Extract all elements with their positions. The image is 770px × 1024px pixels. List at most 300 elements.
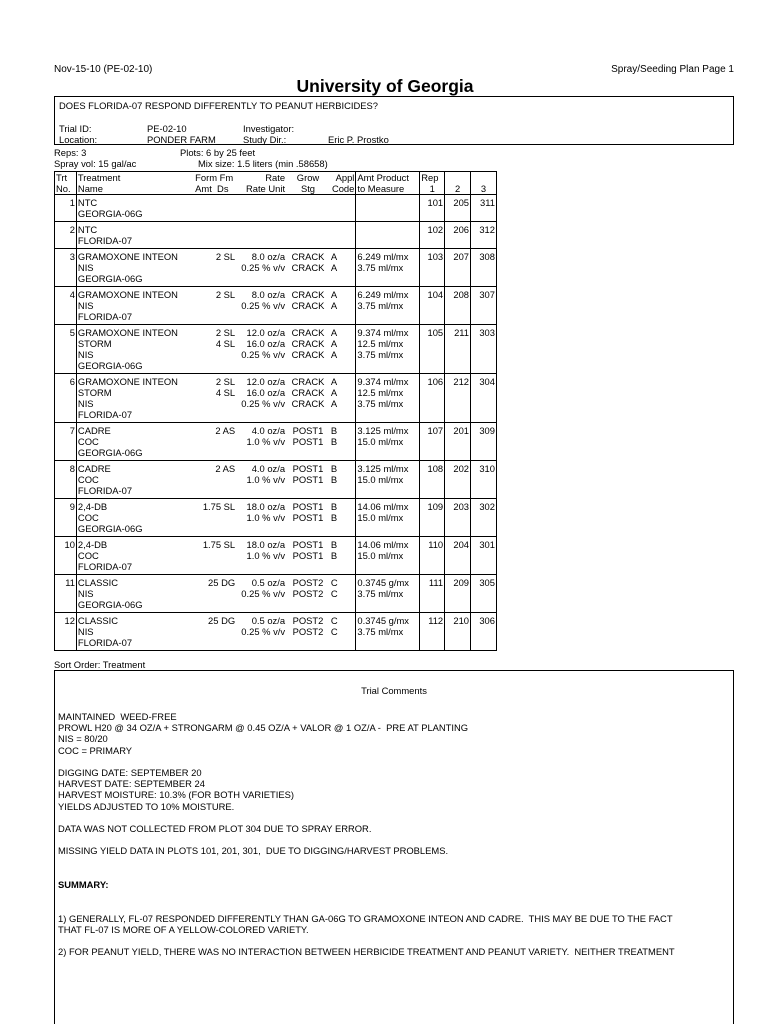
application-code-line: A	[330, 262, 338, 273]
treatment-names-line: FLORIDA-07	[77, 485, 133, 496]
comment-line: 2) FOR PEANUT YIELD, THERE WAS NO INTERACTION BETWEEN HERBICIDE TREATMENT AND PEANUT VARIETY. NEITHER TREATMENT	[58, 946, 675, 958]
amount-product	[356, 287, 420, 325]
treatment-names	[76, 575, 194, 613]
rate-line: 0.5 oz/a	[251, 577, 286, 588]
table-row	[55, 537, 497, 575]
plot-rep-2: 205	[445, 195, 471, 222]
amount-product	[356, 195, 420, 222]
treatment-names-line: 2,4-DB	[77, 501, 108, 512]
amount-product-line: 0.3745 g/mx	[357, 615, 409, 626]
plot-rep-3: 309	[471, 423, 497, 461]
treatment-names-line: FLORIDA-07	[77, 311, 133, 322]
treatment-names	[76, 461, 194, 499]
treatment-number: 4	[55, 287, 77, 325]
rate-line: 0.25 % v/v	[241, 626, 286, 637]
header-rep-1: 1	[420, 183, 445, 195]
formulation	[194, 249, 236, 287]
amount-product	[356, 537, 420, 575]
comment-line: SUMMARY:	[58, 879, 109, 890]
plot-rep-1: 103	[420, 249, 445, 287]
formulation-line	[195, 626, 235, 637]
plot-rep-2: 209	[445, 575, 471, 613]
application-code-line: A	[330, 338, 338, 349]
growth-stage	[286, 423, 330, 461]
growth-stage-line: CRACK	[291, 262, 325, 273]
rate	[236, 249, 286, 287]
header-amt-product: Amt Product	[356, 172, 420, 184]
plot-rep-1: 102	[420, 222, 445, 249]
treatment-names-line: COC	[77, 474, 99, 485]
growth-stage-line: POST1	[292, 474, 324, 485]
plot-rep-2: 210	[445, 613, 471, 651]
growth-stage	[286, 461, 330, 499]
rate	[236, 325, 286, 374]
amount-product-line: 0.3745 g/mx	[357, 577, 409, 588]
formulation	[194, 461, 236, 499]
header-form: Form Fm	[194, 172, 236, 184]
treatment-number: 8	[55, 461, 77, 499]
rate	[236, 575, 286, 613]
amount-product-line: 14.06 ml/mx	[357, 501, 409, 512]
plot-rep-2: 203	[445, 499, 471, 537]
rate-line: 1.0 % v/v	[246, 512, 286, 523]
plots: Plots: 6 by 25 feet	[180, 147, 256, 158]
rate-line: 18.0 oz/a	[246, 501, 286, 512]
formulation-line	[195, 398, 235, 409]
plot-rep-1: 107	[420, 423, 445, 461]
rate-line: 12.0 oz/a	[246, 327, 286, 338]
treatment-names-line: GEORGIA-06G	[77, 360, 143, 371]
growth-stage	[286, 287, 330, 325]
plot-rep-1: 105	[420, 325, 445, 374]
amount-product-line: 15.0 ml/mx	[357, 474, 404, 485]
rate	[236, 613, 286, 651]
growth-stage-line: CRACK	[291, 251, 325, 262]
application-code	[330, 537, 356, 575]
growth-stage-line: POST1	[292, 463, 324, 474]
treatment-names-line: CADRE	[77, 425, 111, 436]
rate-line: 1.0 % v/v	[246, 474, 286, 485]
treatment-names	[76, 249, 194, 287]
treatment-number: 9	[55, 499, 77, 537]
application-code	[330, 499, 356, 537]
formulation-line: 2 SL	[215, 327, 236, 338]
comment-line: YIELDS ADJUSTED TO 10% MOISTURE.	[58, 800, 235, 812]
rate-line: 4.0 oz/a	[251, 463, 286, 474]
rate-line: 0.25 % v/v	[241, 300, 286, 311]
formulation	[194, 613, 236, 651]
reps: Reps: 3	[54, 147, 87, 158]
treatment-number: 2	[55, 222, 77, 249]
treatment-names	[76, 287, 194, 325]
formulation	[194, 195, 236, 222]
plot-rep-2: 212	[445, 374, 471, 423]
formulation-line: 4 SL	[215, 338, 236, 349]
treatment-names-line: GEORGIA-06G	[77, 447, 143, 458]
treatment-names-line: COC	[77, 550, 99, 561]
amount-product-line: 3.75 ml/mx	[357, 262, 404, 273]
treatment-names-line: NIS	[77, 262, 94, 273]
plot-rep-2: 207	[445, 249, 471, 287]
formulation-line: 2 SL	[215, 289, 236, 300]
table-row	[55, 195, 497, 222]
plot-rep-3: 301	[471, 537, 497, 575]
header-rate-unit: Rate Unit	[236, 183, 286, 195]
formulation-line	[195, 550, 235, 561]
investigator-label: Investigator:	[243, 123, 295, 134]
growth-stage-line: POST1	[292, 550, 324, 561]
rate	[236, 499, 286, 537]
rate-line: 0.5 oz/a	[251, 615, 286, 626]
formulation	[194, 325, 236, 374]
trial-id-label: Trial ID:	[59, 123, 92, 134]
treatment-names-line: GRAMOXONE INTEON	[77, 376, 178, 387]
growth-stage	[286, 499, 330, 537]
treatment-names-line: CLASSIC	[77, 615, 119, 626]
application-code-line: B	[330, 436, 338, 447]
growth-stage-line: CRACK	[291, 376, 325, 387]
formulation-line	[195, 436, 235, 447]
treatment-names	[76, 325, 194, 374]
growth-stage	[286, 575, 330, 613]
treatment-names-line: STORM	[77, 338, 112, 349]
treatment-names	[76, 423, 194, 461]
growth-stage	[286, 249, 330, 287]
amount-product-line: 3.125 ml/mx	[357, 425, 409, 436]
formulation	[194, 423, 236, 461]
comment-line: NIS = 80/20	[58, 733, 108, 745]
amount-product	[356, 222, 420, 249]
location-label: Location:	[59, 134, 98, 145]
header-rep-2: 2	[445, 183, 471, 195]
treatment-names-line: STORM	[77, 387, 112, 398]
table-row	[55, 222, 497, 249]
table-row	[55, 249, 497, 287]
sort-order: Sort Order: Treatment	[54, 659, 146, 670]
table-row	[55, 499, 497, 537]
treatment-names-line: FLORIDA-07	[77, 561, 133, 572]
treatment-names	[76, 374, 194, 423]
growth-stage-line: POST1	[292, 436, 324, 447]
plot-rep-1: 108	[420, 461, 445, 499]
rate-line: 0.25 % v/v	[241, 398, 286, 409]
growth-stage-line: CRACK	[291, 289, 325, 300]
rate-line: 8.0 oz/a	[251, 251, 286, 262]
table-row	[55, 423, 497, 461]
formulation-line: 1.75 SL	[202, 539, 236, 550]
comment-line: PROWL H20 @ 34 OZ/A + STRONGARM @ 0.45 OZ/A + VALOR @ 1 OZ/A - PRE AT PLANTING	[58, 722, 469, 734]
plot-rep-2: 206	[445, 222, 471, 249]
treatment-names-line: NIS	[77, 398, 94, 409]
plot-rep-1: 112	[420, 613, 445, 651]
application-code-line: C	[330, 577, 338, 588]
plot-rep-3: 303	[471, 325, 497, 374]
plot-rep-1: 110	[420, 537, 445, 575]
page-label: Spray/Seeding Plan Page 1	[611, 64, 734, 75]
treatment-names-line: CADRE	[77, 463, 111, 474]
amount-product-line: 6.249 ml/mx	[357, 289, 409, 300]
location: PONDER FARM	[147, 134, 216, 145]
header-no: No.	[55, 183, 77, 195]
header-trt: Trt	[55, 172, 77, 184]
growth-stage-line: POST2	[292, 577, 324, 588]
application-code	[330, 325, 356, 374]
growth-stage-line: CRACK	[291, 387, 325, 398]
treatment-names	[76, 222, 194, 249]
table-row	[55, 325, 497, 374]
header-rate: Rate	[236, 172, 286, 184]
trial-question-box	[54, 96, 734, 145]
growth-stage-line: POST2	[292, 626, 324, 637]
treatment-number: 7	[55, 423, 77, 461]
comment-line: MAINTAINED WEED-FREE	[58, 711, 177, 722]
header-appl: Appl	[330, 172, 356, 184]
amount-product	[356, 613, 420, 651]
plot-rep-1: 109	[420, 499, 445, 537]
growth-stage-line: CRACK	[291, 338, 325, 349]
rate	[236, 423, 286, 461]
amount-product-line: 3.75 ml/mx	[357, 349, 404, 360]
comment-line: 1) GENERALLY, FL-07 RESPONDED DIFFERENTLY THAN GA-06G TO GRAMOXONE INTEON AND CADRE. THIS MAY BE DUE TO THE FACT	[58, 912, 673, 924]
amount-product	[356, 249, 420, 287]
formulation	[194, 499, 236, 537]
rate-line: 1.0 % v/v	[246, 436, 286, 447]
rate	[236, 461, 286, 499]
amount-product-line: 12.5 ml/mx	[357, 387, 404, 398]
plot-rep-1: 106	[420, 374, 445, 423]
application-code	[330, 423, 356, 461]
growth-stage-line: POST1	[292, 501, 324, 512]
amount-product	[356, 499, 420, 537]
growth-stage	[286, 195, 330, 222]
header-stg: Stg	[286, 183, 330, 195]
application-code	[330, 374, 356, 423]
application-code	[330, 195, 356, 222]
spray-volume: Spray vol: 15 gal/ac	[54, 158, 137, 169]
formulation-line: 2 SL	[215, 251, 236, 262]
treatment-names-line: FLORIDA-07	[77, 637, 133, 648]
treatment-names	[76, 537, 194, 575]
study-dir-label: Study Dir.:	[243, 134, 287, 145]
treatment-names	[76, 499, 194, 537]
formulation-line: 2 AS	[215, 463, 236, 474]
formulation	[194, 287, 236, 325]
formulation-line: 25 DG	[208, 577, 236, 588]
treatment-names-line: 2,4-DB	[77, 539, 108, 550]
treatment-names-line: GRAMOXONE INTEON	[77, 289, 178, 300]
comment-line: DATA WAS NOT COLLECTED FROM PLOT 304 DUE TO SPRAY ERROR.	[58, 823, 372, 834]
formulation-line	[195, 262, 235, 273]
report-date: Nov-15-10 (PE-02-10)	[54, 64, 153, 75]
rate-line: 12.0 oz/a	[246, 376, 286, 387]
growth-stage-line: CRACK	[291, 300, 325, 311]
treatment-names-line: NIS	[77, 588, 94, 599]
table-row	[55, 575, 497, 613]
treatment-number: 6	[55, 374, 77, 423]
plot-rep-2: 201	[445, 423, 471, 461]
formulation-line: 4 SL	[215, 387, 236, 398]
amount-product-line: 3.75 ml/mx	[357, 398, 404, 409]
treatment-number: 10	[55, 537, 77, 575]
formulation-line	[195, 512, 235, 523]
plot-rep-2: 204	[445, 537, 471, 575]
growth-stage-line: POST1	[292, 539, 324, 550]
growth-stage-line: CRACK	[291, 327, 325, 338]
header-code: Code	[330, 183, 356, 195]
plot-rep-2: 211	[445, 325, 471, 374]
application-code-line: A	[330, 300, 338, 311]
application-code-line: B	[330, 463, 338, 474]
table-row	[55, 374, 497, 423]
application-code-line: A	[330, 387, 338, 398]
application-code-line: A	[330, 349, 338, 360]
treatment-names-line: NTC	[77, 197, 98, 208]
application-code-line: B	[330, 550, 338, 561]
amount-product-line: 3.75 ml/mx	[357, 626, 404, 637]
plot-rep-2: 202	[445, 461, 471, 499]
formulation-line	[195, 474, 235, 485]
plot-rep-3: 304	[471, 374, 497, 423]
application-code-line: C	[330, 615, 338, 626]
study-dir: Eric P. Prostko	[328, 134, 389, 145]
header-name: Name	[76, 183, 194, 195]
plot-rep-3: 308	[471, 249, 497, 287]
application-code-line: C	[330, 626, 338, 637]
plot-rep-3: 312	[471, 222, 497, 249]
comment-line: HARVEST MOISTURE: 10.3% (FOR BOTH VARIETIES)	[58, 789, 294, 801]
amount-product	[356, 575, 420, 613]
application-code	[330, 613, 356, 651]
treatment-names-line: COC	[77, 436, 99, 447]
application-code-line: B	[330, 501, 338, 512]
formulation-line: 25 DG	[208, 615, 236, 626]
application-code-line: A	[330, 327, 338, 338]
growth-stage-line: POST2	[292, 615, 324, 626]
treatment-names-line: COC	[77, 512, 99, 523]
formulation-line: 2 AS	[215, 425, 236, 436]
plot-rep-3: 302	[471, 499, 497, 537]
growth-stage-line: CRACK	[291, 398, 325, 409]
treatment-names	[76, 613, 194, 651]
rate-line: 8.0 oz/a	[251, 289, 286, 300]
rate	[236, 287, 286, 325]
application-code-line: A	[330, 289, 338, 300]
rate-line: 0.25 % v/v	[241, 262, 286, 273]
treatment-names-line: GEORGIA-06G	[77, 523, 143, 534]
application-code-line: A	[330, 251, 338, 262]
formulation	[194, 374, 236, 423]
rate-line: 18.0 oz/a	[246, 539, 286, 550]
treatment-names-line: CLASSIC	[77, 577, 119, 588]
application-code-line: B	[330, 512, 338, 523]
growth-stage-line: POST1	[292, 425, 324, 436]
rate-line: 16.0 oz/a	[246, 338, 286, 349]
plot-rep-3: 307	[471, 287, 497, 325]
rate	[236, 195, 286, 222]
plot-rep-3: 310	[471, 461, 497, 499]
application-code-line: C	[330, 588, 338, 599]
amount-product-line: 12.5 ml/mx	[357, 338, 404, 349]
application-code	[330, 249, 356, 287]
amount-product-line: 15.0 ml/mx	[357, 436, 404, 447]
treatment-names	[76, 195, 194, 222]
formulation-line	[195, 588, 235, 599]
formulation-line	[195, 349, 235, 360]
rate	[236, 222, 286, 249]
growth-stage	[286, 325, 330, 374]
formulation	[194, 222, 236, 249]
application-code-line: A	[330, 376, 338, 387]
treatment-names-line: GRAMOXONE INTEON	[77, 251, 178, 262]
growth-stage	[286, 374, 330, 423]
treatment-names-line: GEORGIA-06G	[77, 273, 143, 284]
amount-product	[356, 423, 420, 461]
table-header-row-2	[55, 183, 497, 195]
header-grow: Grow	[286, 172, 330, 184]
growth-stage-line: POST1	[292, 512, 324, 523]
treatment-number: 5	[55, 325, 77, 374]
treatment-table-body	[55, 195, 497, 651]
trial-comments-title: Trial Comments	[361, 685, 427, 696]
growth-stage	[286, 222, 330, 249]
trial-comments-box	[54, 670, 734, 1024]
amount-product-line: 9.374 ml/mx	[357, 376, 409, 387]
formulation-line: 2 SL	[215, 376, 236, 387]
amount-product-line: 3.125 ml/mx	[357, 463, 409, 474]
treatment-names-line: FLORIDA-07	[77, 409, 133, 420]
rate-line: 16.0 oz/a	[246, 387, 286, 398]
mix-size: Mix size: 1.5 liters (min .58658)	[198, 158, 328, 169]
treatment-names-line: FLORIDA-07	[77, 235, 133, 246]
table-row	[55, 461, 497, 499]
rate-line: 4.0 oz/a	[251, 425, 286, 436]
treatment-number: 12	[55, 613, 77, 651]
plot-rep-2: 208	[445, 287, 471, 325]
header-rep: Rep	[420, 172, 445, 184]
comment-line: MISSING YIELD DATA IN PLOTS 101, 201, 301, DUE TO DIGGING/HARVEST PROBLEMS.	[58, 845, 449, 857]
treatment-names-line: NIS	[77, 300, 94, 311]
amount-product-line: 6.249 ml/mx	[357, 251, 409, 262]
trial-id: PE-02-10	[147, 123, 187, 134]
comment-line: DIGGING DATE: SEPTEMBER 20	[58, 767, 202, 778]
table-row	[55, 613, 497, 651]
amount-product	[356, 325, 420, 374]
plot-rep-3: 305	[471, 575, 497, 613]
treatment-names-line: GEORGIA-06G	[77, 208, 143, 219]
rate	[236, 537, 286, 575]
plot-rep-3: 311	[471, 195, 497, 222]
application-code	[330, 575, 356, 613]
header-rep-3: 3	[471, 183, 497, 195]
treatment-names-line: GRAMOXONE INTEON	[77, 327, 178, 338]
trial-question: DOES FLORIDA-07 RESPOND DIFFERENTLY TO PEANUT HERBICIDES?	[59, 100, 378, 111]
amount-product-line: 14.06 ml/mx	[357, 539, 409, 550]
growth-stage	[286, 613, 330, 651]
formulation	[194, 537, 236, 575]
treatment-names-line: NIS	[77, 626, 94, 637]
amount-product-line: 15.0 ml/mx	[357, 550, 404, 561]
amount-product-line: 3.75 ml/mx	[357, 588, 404, 599]
header-amt-ds: Amt Ds	[194, 183, 236, 195]
rate	[236, 374, 286, 423]
growth-stage	[286, 537, 330, 575]
rate-line: 0.25 % v/v	[241, 588, 286, 599]
amount-product	[356, 374, 420, 423]
treatment-names-line: NTC	[77, 224, 98, 235]
application-code	[330, 461, 356, 499]
amount-product	[356, 461, 420, 499]
comment-line: HARVEST DATE: SEPTEMBER 24	[58, 778, 205, 790]
